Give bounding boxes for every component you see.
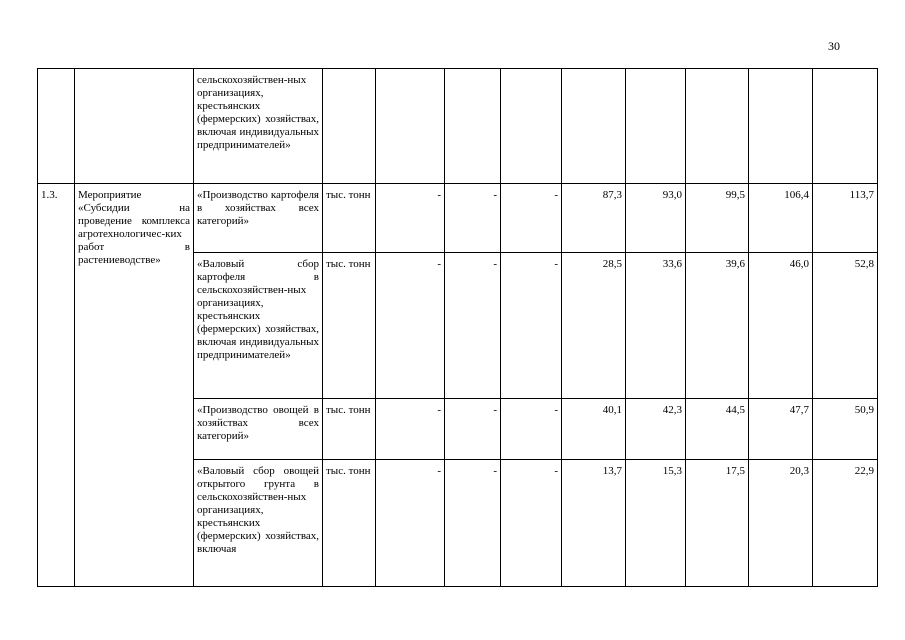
cell-unit: тыс. тонн [323,253,376,399]
cell-num: 1.3. [38,184,75,587]
table-row-continuation [38,69,878,184]
cell-empty [686,69,749,184]
cell-empty [749,69,813,184]
cell-indicator: сельскохозяйствен-ных организациях, крестьянских (фермерских) хозяйствах, включая индивидуальных предпринимателей» [194,69,323,184]
cell-value: 40,1 [562,399,626,460]
cell-empty [501,69,562,184]
cell-value: 46,0 [749,253,813,399]
cell-empty [376,69,445,184]
cell-value: 42,3 [626,399,686,460]
cell-value: - [501,184,562,253]
cell-value: 52,8 [813,253,878,399]
cell-value: 99,5 [686,184,749,253]
cell-indicator: «Валовый сбор картофеля в сельскохозяйствен-ных организациях, крестьянских (фермерских) хозяйствах, включая индивидуальных предпринимателей» [194,253,323,399]
cell-unit: тыс. тонн [323,184,376,253]
cell-value: 28,5 [562,253,626,399]
cell-value: 39,6 [686,253,749,399]
cell-value: - [376,253,445,399]
indicators-table [37,68,878,587]
cell-value: - [501,460,562,587]
cell-value: 44,5 [686,399,749,460]
cell-indicator: «Производство овощей в хозяйствах всех категорий» [194,399,323,460]
cell-num [38,69,75,184]
cell-value: 50,9 [813,399,878,460]
cell-value: 13,7 [562,460,626,587]
cell-unit: тыс. тонн [323,460,376,587]
cell-value: 47,7 [749,399,813,460]
cell-value: 33,6 [626,253,686,399]
cell-indicator: «Производство картофеля в хозяйствах всех категорий» [194,184,323,253]
cell-unit: тыс. тонн [323,399,376,460]
cell-value: - [445,399,501,460]
table-row [38,184,878,253]
cell-value: 15,3 [626,460,686,587]
cell-empty [445,69,501,184]
cell-value: - [376,460,445,587]
cell-empty [813,69,878,184]
page-number: 30 [828,39,840,53]
cell-indicator: «Валовый сбор овощей открытого грунта в сельскохозяйствен-ных организациях, крестьянских (фермерских) хозяйствах, включая [194,460,323,587]
cell-event [75,69,194,184]
cell-value: 22,9 [813,460,878,587]
cell-value: - [376,184,445,253]
cell-empty [562,69,626,184]
cell-empty [626,69,686,184]
cell-value: - [445,460,501,587]
cell-value: 20,3 [749,460,813,587]
cell-unit [323,69,376,184]
cell-event: Мероприятие «Субсидии на проведение комплекса агротехнологичес-ких работ в растениеводстве» [75,184,194,587]
cell-value: 93,0 [626,184,686,253]
cell-value: 106,4 [749,184,813,253]
cell-value: 87,3 [562,184,626,253]
cell-value: - [445,184,501,253]
cell-value: 17,5 [686,460,749,587]
cell-value: - [445,253,501,399]
cell-value: - [501,399,562,460]
cell-value: - [501,253,562,399]
cell-value: - [376,399,445,460]
cell-value: 113,7 [813,184,878,253]
